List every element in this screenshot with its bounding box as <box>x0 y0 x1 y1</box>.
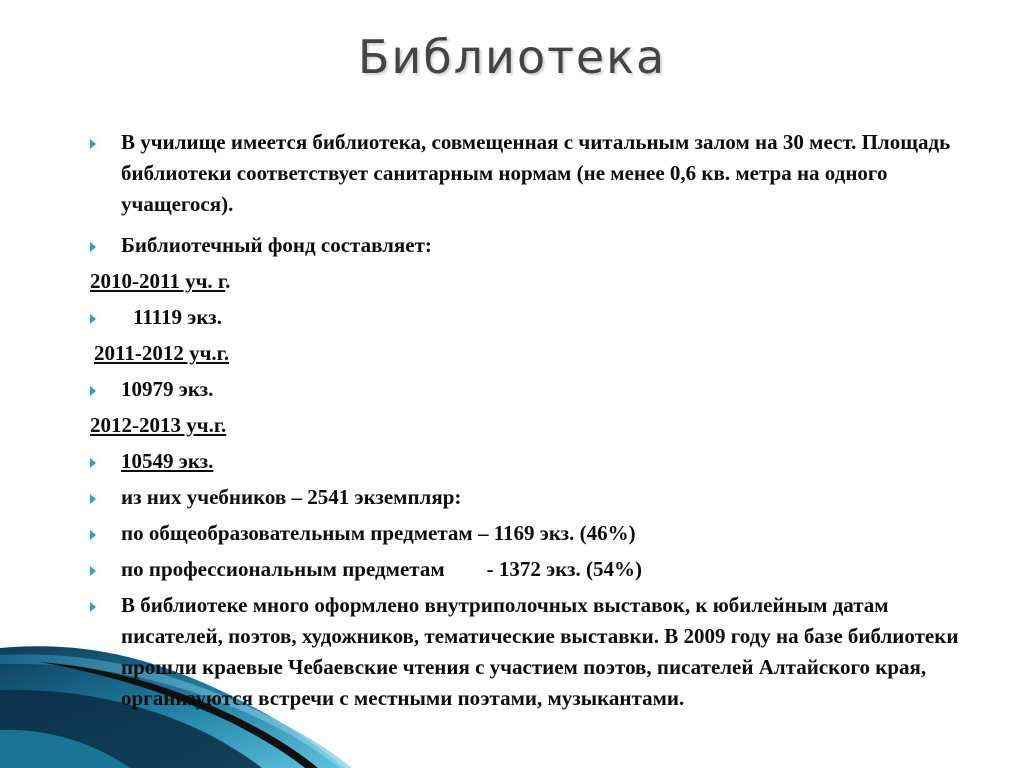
year-label: 2010-2011 уч. г <box>90 269 226 293</box>
exhibitions-text: В библиотеке много оформлено внутриполочных выставок, к юбилейным датам писателей, поэтов, художников, тематические выставки. В 2009 году на базе библиотеки прошли краевые Чебаевские чтения с участием поэтов, писателей Алтайского края, организуются встречи с местными поэтами, музыкантами. <box>121 593 959 710</box>
list-item <box>90 230 980 261</box>
list-item <box>90 554 980 585</box>
textbooks-total: из них учебников – 2541 экземпляр: <box>121 485 462 509</box>
list-item <box>90 482 980 513</box>
triangle-bullet-icon <box>90 602 96 612</box>
year-label-suffix: . <box>225 269 231 293</box>
triangle-bullet-icon <box>90 314 96 324</box>
fund-value: 11119 экз. <box>133 305 222 329</box>
triangle-bullet-icon <box>90 386 96 396</box>
year-label-row <box>90 266 980 297</box>
list-item <box>90 518 980 549</box>
year-label: 2012-2013 уч.г. <box>90 413 227 437</box>
list-item <box>90 374 980 405</box>
general-subjects: по общеобразовательным предметам – 1169 экз. (46%) <box>121 521 636 545</box>
triangle-bullet-icon <box>90 566 96 576</box>
fund-value: 10549 экз. <box>121 449 214 473</box>
year-label: 2011-2012 уч.г. <box>94 341 230 365</box>
triangle-bullet-icon <box>90 458 96 468</box>
year-label-row <box>90 410 980 441</box>
list-item <box>90 446 980 477</box>
library-description: В училище имеется библиотека, совмещенная с читальным залом на 30 мест. Площадь библиотеки соответствует санитарным нормам (не менее 0,6 кв. метра на одного учащегося). <box>121 130 951 216</box>
list-item <box>90 127 980 220</box>
professional-subjects: по профессиональным предметам - 1372 экз. (54%) <box>121 557 642 581</box>
triangle-bullet-icon <box>90 139 96 149</box>
year-label-row <box>90 338 980 369</box>
triangle-bullet-icon <box>90 530 96 540</box>
fund-value: 10979 экз. <box>121 377 214 401</box>
list-item <box>90 590 980 714</box>
slide-content <box>90 127 980 714</box>
slide-title: Библиотека <box>357 30 667 84</box>
triangle-bullet-icon <box>90 494 96 504</box>
fund-heading: Библиотечный фонд составляет: <box>121 233 432 257</box>
list-item <box>90 302 980 333</box>
triangle-bullet-icon <box>90 242 96 252</box>
